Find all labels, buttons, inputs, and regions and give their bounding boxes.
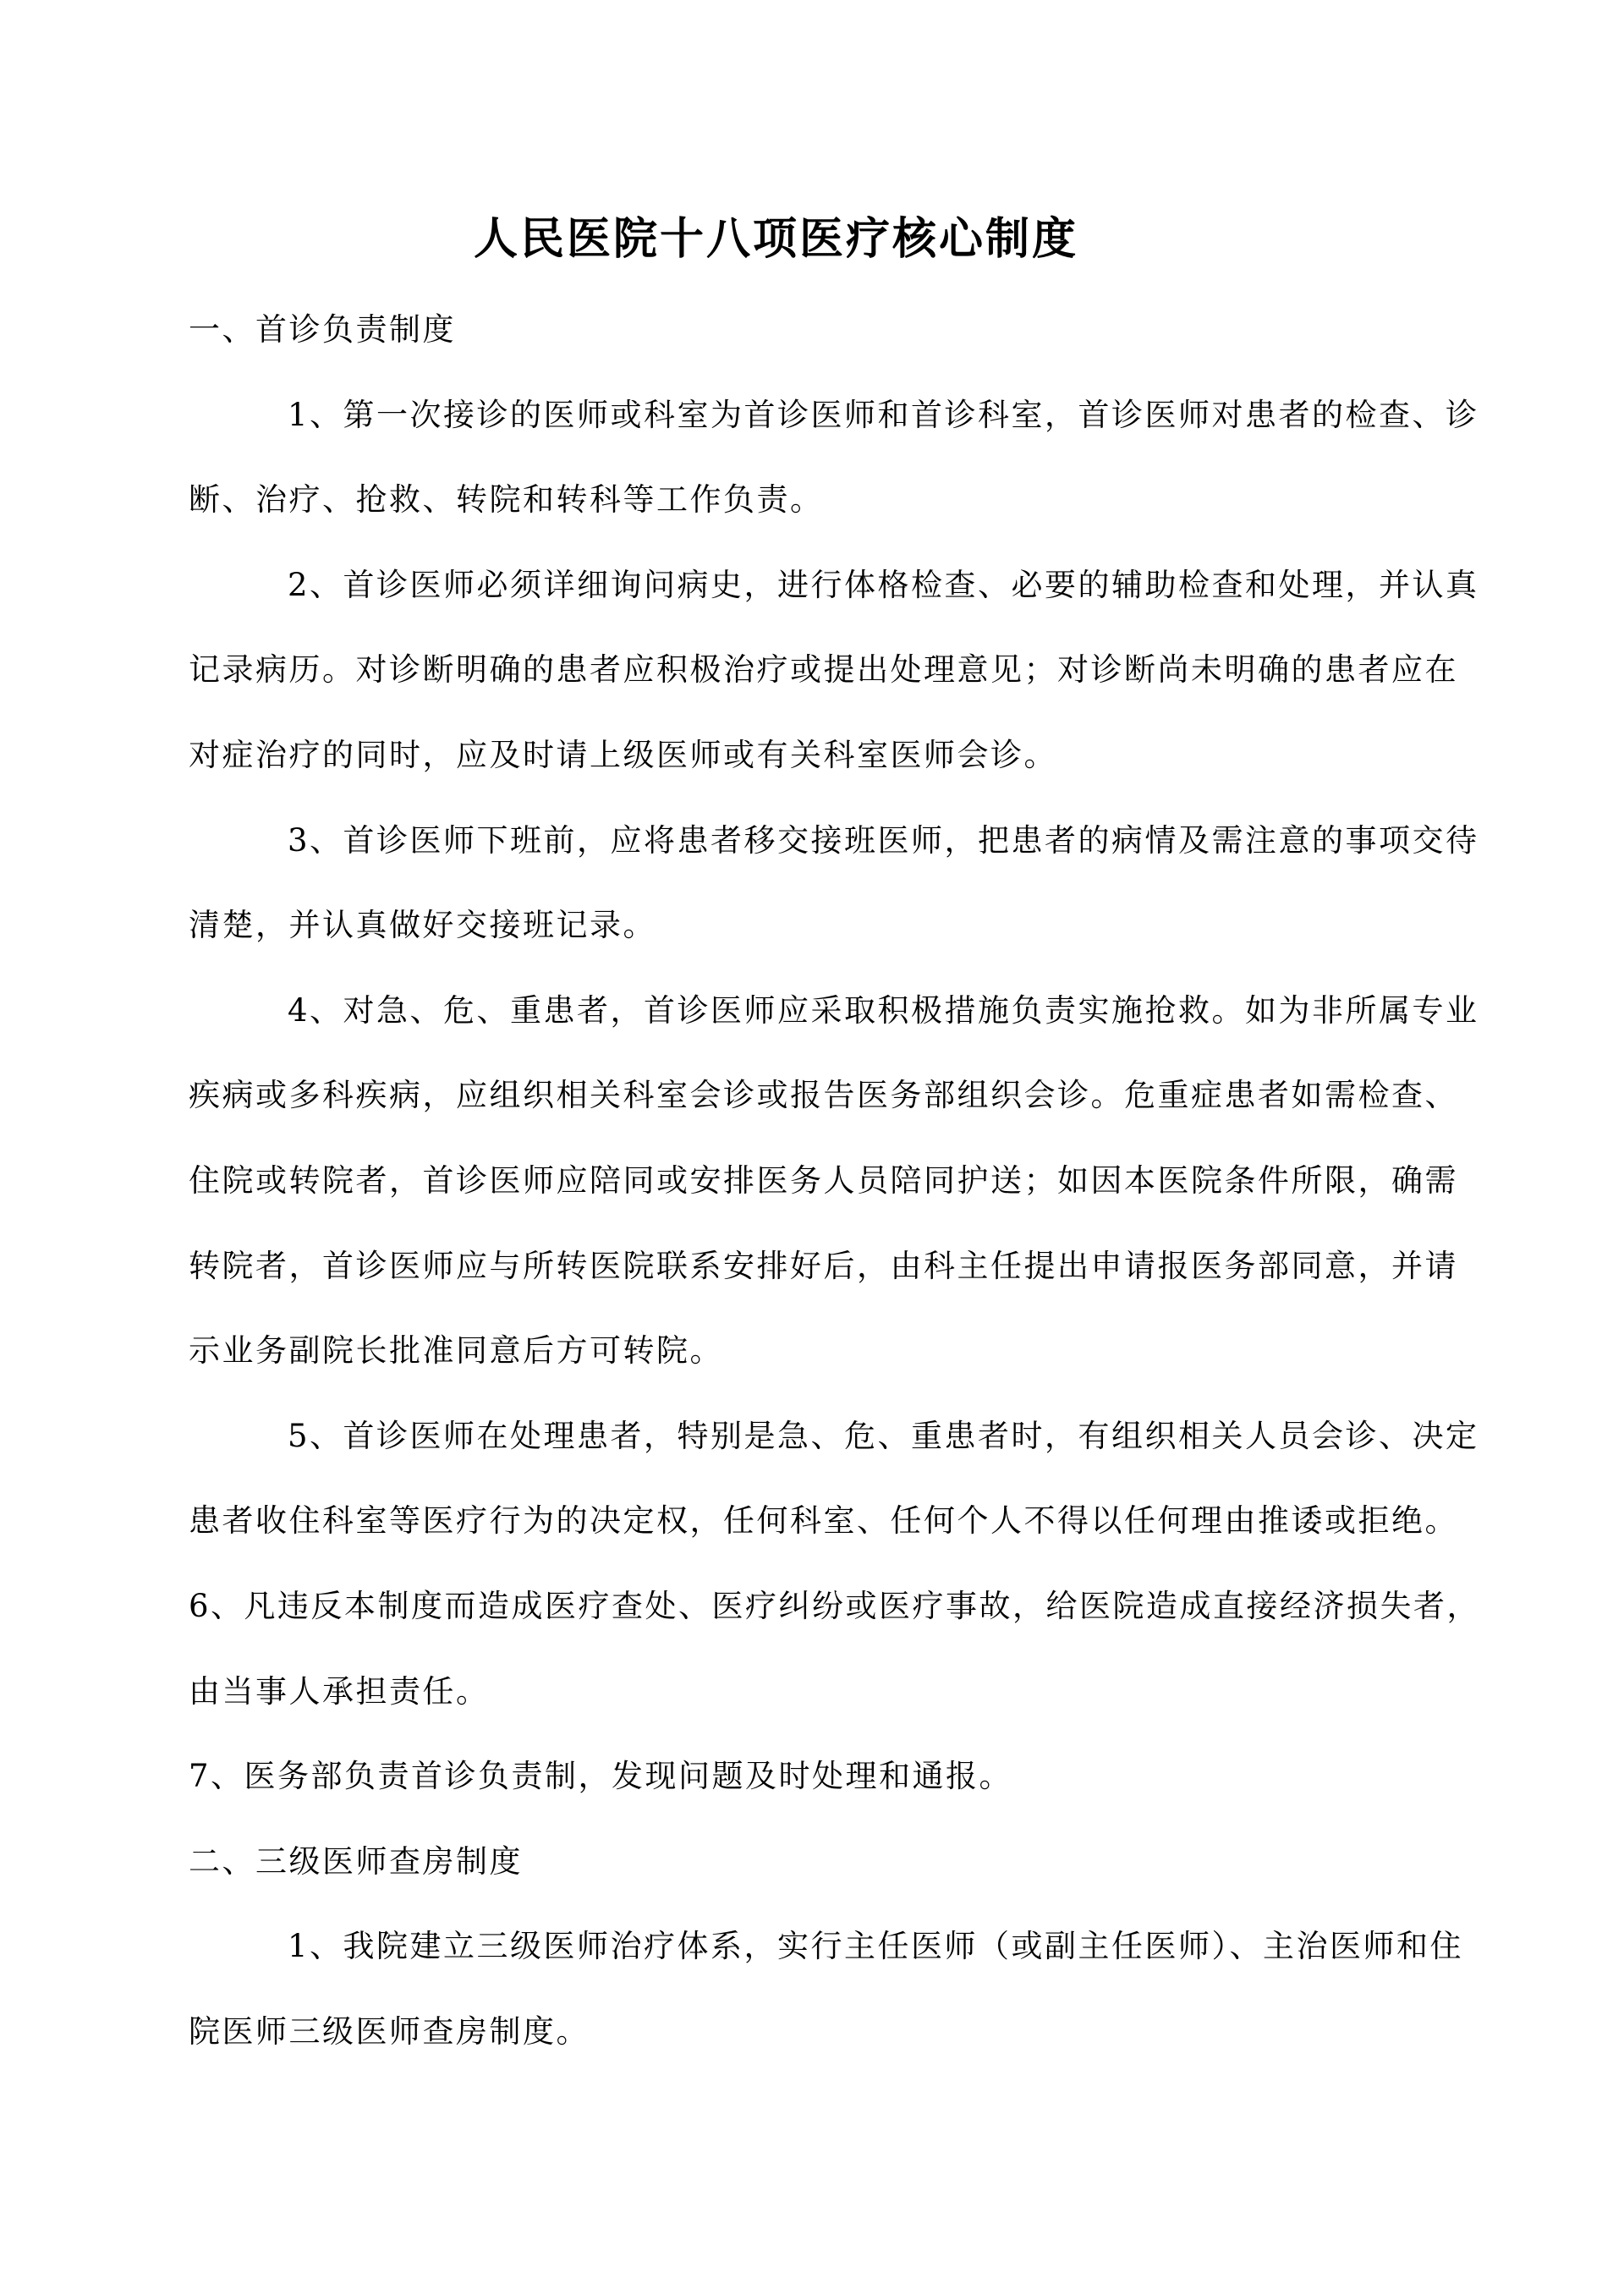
section-three-level-ward-rounds [189, 1820, 1464, 2075]
paragraph-line: 示业务副院长批准同意后方可转院。 [189, 1332, 723, 1370]
document-body [189, 288, 1481, 2074]
paragraph-line: 患者收住科室等医疗行为的决定权，任何科室、任何个人不得以任何理由推诿或拒绝。 [189, 1502, 1458, 1540]
paragraph-line: 断、治疗、抢救、转院和转科等工作负责。 [189, 481, 824, 519]
paragraph-line: 清楚，并认真做好交接班记录。 [189, 907, 656, 944]
paragraph-1-7 [189, 1734, 1449, 1820]
paragraph-line: 院医师三级医师查房制度。 [189, 2012, 590, 2050]
paragraph-1-5 [189, 1394, 1479, 1564]
paragraph-line: 6、凡违反本制度而造成医疗查处、医疗纠纷或医疗事故，给医院造成直接经济损失者， [189, 1587, 1481, 1624]
paragraph-line: 对症治疗的同时，应及时请上级医师或有关科室医师会诊。 [189, 736, 1057, 773]
paragraph-line: 3、首诊医师下班前，应将患者移交接班医师，把患者的病情及需注意的事项交待 [288, 821, 1479, 859]
paragraph-line: 2、首诊医师必须详细询问病史，进行体格检查、必要的辅助检查和处理，并认真 [288, 566, 1479, 603]
section-heading: 一、首诊负责制度 [189, 311, 456, 348]
paragraph-1-3 [189, 799, 1479, 969]
paragraph-line: 1、我院建立三级医师治疗体系，实行主任医师（或副主任医师）、主治医师和住 [288, 1928, 1464, 1965]
paragraph-1-1 [189, 373, 1479, 543]
paragraph-line: 住院或转院者，首诊医师应陪同或安排医务人员陪同护送；如因本医院条件所限，确需 [189, 1161, 1458, 1199]
paragraph-1-4 [189, 969, 1479, 1394]
paragraph-line: 转院者，首诊医师应与所转医院联系安排好后，由科主任提出申请报医务部同意，并请 [189, 1247, 1458, 1284]
section-heading: 二、三级医师查房制度 [189, 1842, 523, 1880]
paragraph-2-1 [189, 1904, 1464, 2074]
paragraph-line: 疾病或多科疾病，应组织相关科室会诊或报告医务部组织会诊。危重症患者如需检查、 [189, 1077, 1458, 1114]
paragraph-1-2 [189, 543, 1479, 799]
paragraph-line: 7、医务部负责首诊负责制，发现问题及时处理和通报。 [189, 1758, 1013, 1795]
paragraph-line: 1、第一次接诊的医师或科室为首诊医师和首诊科室，首诊医师对患者的检查、诊 [288, 396, 1479, 433]
paragraph-line: 5、首诊医师在处理患者，特别是急、危、重患者时，有组织相关人员会诊、决定 [288, 1417, 1479, 1454]
paragraph-line: 由当事人承担责任。 [189, 1672, 490, 1710]
document-title: 人民医院十八项医疗核心制度 [474, 214, 1079, 265]
paragraph-line: 记录病历。对诊断明确的患者应积极治疗或提出处理意见；对诊断尚未明确的患者应在 [189, 651, 1458, 689]
paragraph-line: 4、对急、危、重患者，首诊医师应采取积极措施负责实施抢救。如为非所属专业 [288, 991, 1479, 1029]
section-first-visit-responsibility [189, 288, 1481, 1820]
paragraph-1-6 [189, 1564, 1481, 1734]
